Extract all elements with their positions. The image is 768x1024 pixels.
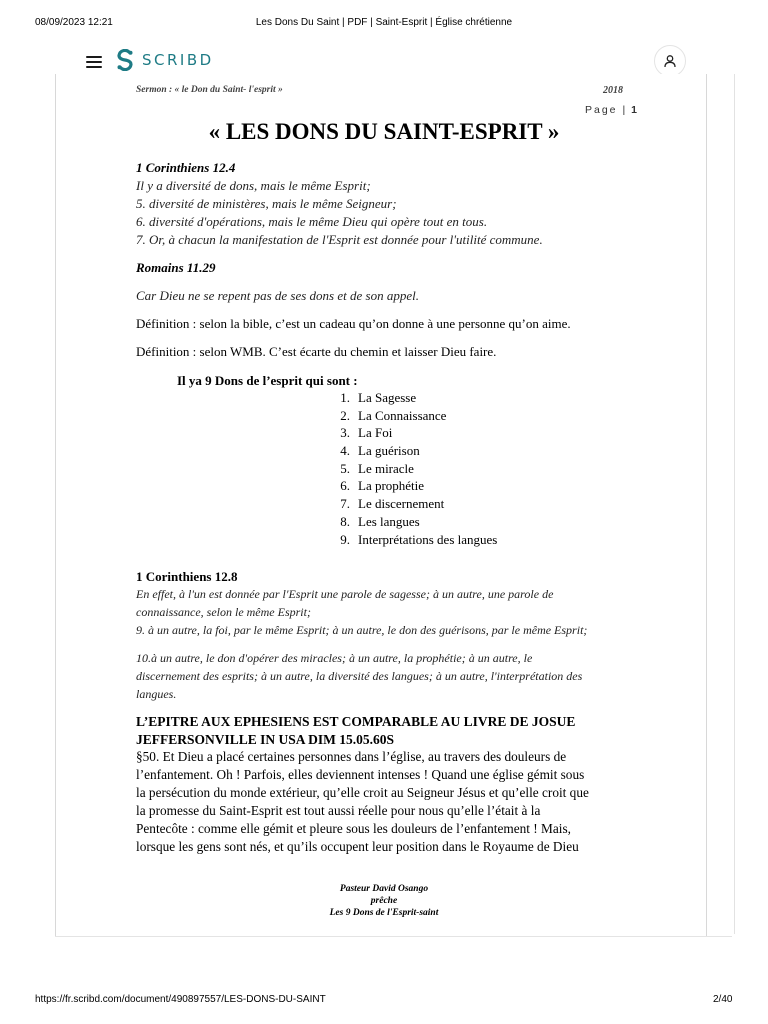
list-item-label: La Foi (358, 425, 393, 441)
list-item-label: Les langues (358, 513, 420, 529)
signature-line: Pasteur David Osango (339, 884, 429, 894)
list-item (336, 424, 596, 442)
body-line: la persécution du monde extérieur, qu’elle croit au Seigneur Jésus et qu’elle croit que (136, 785, 589, 800)
print-datetime: 08/09/2023 12:21 (35, 17, 113, 28)
body-line: Pentecôte : comme elle gémit et pleure sous les douleurs de l’enfantement ! Mais, (136, 821, 571, 836)
ref3-line: 9. à un autre, la foi, par le même Esprit; à un autre, le don des guérisons, par le même Esprit; (136, 623, 588, 637)
list-item-number: 9. (340, 531, 350, 547)
print-page-counter: 2/40 (713, 994, 733, 1005)
list-item-label: Le miracle (358, 460, 414, 476)
body-line: lorsque les gens sont nés, et qu’ils occupent leur position dans le Royaume de Dieu (136, 839, 579, 854)
ref3-line: 10.à un autre, le don d'opérer des miracles; à un autre, la prophétie; à un autre, le (136, 651, 533, 665)
ref1-line: Il y a diversité de dons, mais le même Esprit; (136, 178, 371, 193)
list-item-label: La Connaissance (358, 407, 447, 423)
ref1-line: 7. Or, à chacun la manifestation de l'Esprit est donnée pour l'utilité commune. (136, 232, 543, 247)
list-item (336, 513, 596, 531)
sermon-body (136, 748, 651, 856)
ref3-line: connaissance, selon le même Esprit; (136, 605, 311, 619)
signature (0, 883, 768, 919)
ref3-line: En effet, à l'un est donnée par l'Esprit une parole de sagesse; à un autre, une parole de (136, 587, 554, 601)
list-item-number: 6. (340, 478, 350, 494)
signature-line: prêche (370, 896, 398, 906)
section-title-line: L’EPITRE AUX EPHESIENS EST COMPARABLE AU LIVRE DE JOSUE (136, 714, 576, 729)
doc-header-year: 2018 (603, 85, 623, 96)
list-item-label: La guérison (358, 443, 420, 459)
list-item-label: La prophétie (358, 478, 425, 494)
body-line: §50. Et Dieu a placé certaines personnes dans l’église, au travers des douleurs de (136, 749, 567, 764)
ref3-line: discernement des esprits; à un autre, la diversité des langues; à un autre, l'interprétation des (136, 669, 583, 683)
page-label-text: Page | (585, 104, 628, 116)
ref3-paragraph-2 (136, 649, 666, 703)
list-item-number: 2. (340, 407, 350, 423)
list-item-number: 3. (340, 425, 350, 441)
ref1-block (136, 159, 656, 249)
doc-header-sermon: Sermon : « le Don du Saint- l'esprit » (136, 85, 283, 95)
print-url: https://fr.scribd.com/document/490897557/LES-DONS-DU-SAINT (35, 994, 326, 1005)
ref3-line: langues. (136, 687, 177, 701)
list-item (336, 442, 596, 460)
list-item (336, 389, 596, 407)
section-title (136, 713, 666, 749)
signature-line: Les 9 Dons de l'Esprit-saint (329, 908, 439, 918)
ref1-line: 6. diversité d'opérations, mais le même Dieu qui opère tout en tous. (136, 214, 488, 229)
body-line: la promesse du Saint-Esprit est tout aussi réelle pour nous qu’elle l’était à la (136, 803, 541, 818)
print-tab-title: Les Dons Du Saint | PDF | Saint-Esprit | Église chrétienne (255, 17, 513, 28)
list-item-label: Interprétations des langues (358, 531, 498, 547)
list-item-number: 8. (340, 513, 350, 529)
gifts-list (336, 389, 596, 548)
gifts-intro: Il ya 9 Dons de l’esprit qui sont : (177, 373, 358, 388)
ref2-heading: Romains 11.29 (136, 260, 216, 275)
ref1-heading: 1 Corinthiens 12.4 (136, 160, 236, 175)
ref3-heading: 1 Corinthiens 12.8 (136, 569, 238, 584)
list-item-number: 7. (340, 496, 350, 512)
body-line: l’enfantement. Oh ! Parfois, elles deviennent intenses ! Quand une église gémit sous (136, 767, 585, 782)
list-item-number: 5. (340, 460, 350, 476)
page-number: 1 (631, 104, 638, 116)
document-title: « LES DONS DU SAINT-ESPRIT » (208, 119, 560, 144)
ref1-line: 5. diversité de ministères, mais le même Seigneur; (136, 196, 397, 211)
list-item-number: 4. (340, 443, 350, 459)
ref3-block (136, 585, 666, 639)
list-item (336, 460, 596, 478)
definition-bible: Définition : selon la bible, c’est un cadeau qu’on donne à une personne qu’on aime. (136, 316, 571, 331)
list-item (336, 477, 596, 495)
section-title-line: JEFFERSONVILLE IN USA DIM 15.05.60S (136, 732, 395, 747)
ref2-text: Car Dieu ne se repent pas de ses dons et de son appel. (136, 288, 419, 303)
list-item (336, 407, 596, 425)
list-item (336, 495, 596, 513)
list-item-label: Le discernement (358, 496, 445, 512)
scribd-logo-text: SCRIBD (142, 51, 214, 69)
list-item-number: 1. (340, 390, 350, 405)
definition-wmb: Définition : selon WMB. C’est écarte du chemin et laisser Dieu faire. (136, 344, 497, 359)
list-item (336, 531, 596, 549)
doc-page-label (585, 104, 637, 116)
list-item-label: La Sagesse (358, 390, 417, 405)
